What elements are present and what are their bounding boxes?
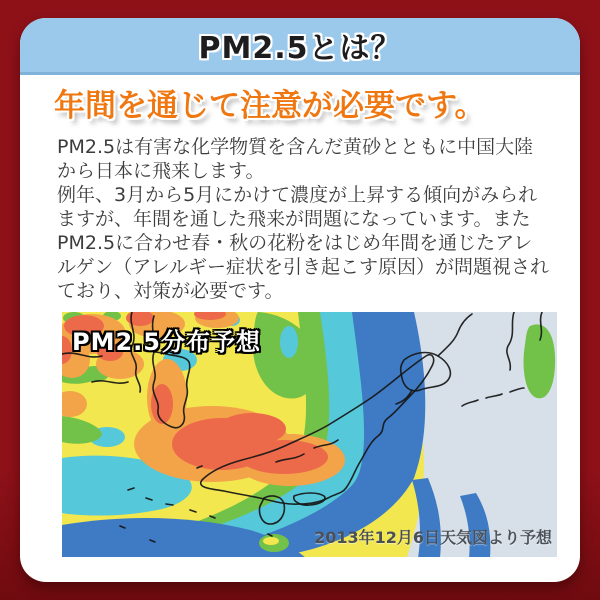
card-header — [20, 18, 580, 75]
body-paragraph-2: 例年、3月から5月にかけて濃度が上昇する傾向がみられますが、年間を通した飛来が問題になっています。またPM2.5に合わせ春・秋の花粉をはじめ年間を通じたアレルゲン（アレルギー症状を引き起こす原因）が問題視されており、対策が必要です。 — [57, 184, 550, 302]
map-caption: 2013年12月6日天気図より予想 — [314, 528, 552, 547]
info-card — [20, 18, 580, 582]
body-paragraph-1: PM2.5は有害な化学物質を含んだ黄砂とともに中国大陸から日本に飛来します。 — [57, 136, 534, 182]
page-title: PM2.5とは？ — [198, 31, 402, 66]
map-title: PM2.5分布予想 — [72, 328, 261, 356]
pm25-forecast-map — [62, 312, 557, 557]
body-text — [57, 135, 550, 303]
headline: 年間を通じて注意が必要です。 — [54, 88, 486, 124]
